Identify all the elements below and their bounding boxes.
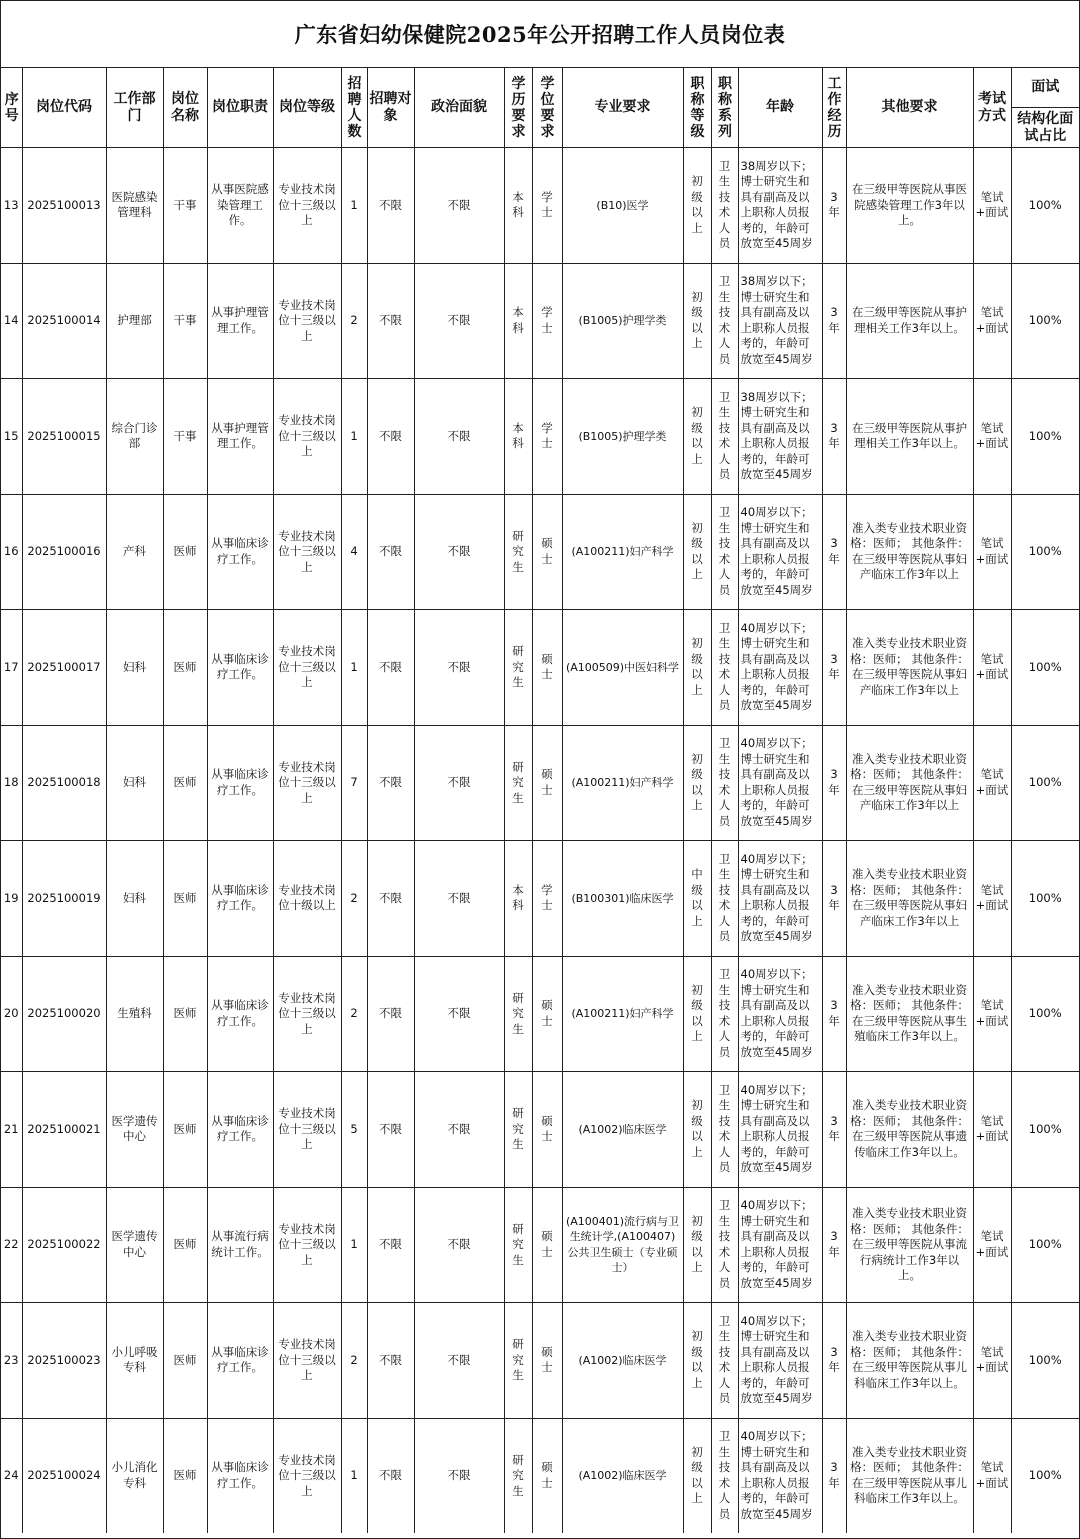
cell-dept: 产科 xyxy=(106,494,163,610)
cell-target: 不限 xyxy=(367,148,414,264)
cell-edu: 研究生 xyxy=(504,494,532,610)
cell-post: 干事 xyxy=(163,379,207,495)
cell-post: 医师 xyxy=(163,725,207,841)
cell-degree: 硕士 xyxy=(532,725,562,841)
cell-grade: 专业技术岗位十三级以上 xyxy=(273,610,341,726)
cell-grade: 专业技术岗位十三级以上 xyxy=(273,494,341,610)
cell-edu: 研究生 xyxy=(504,1418,532,1533)
cell-dept: 小儿呼吸专科 xyxy=(106,1303,163,1419)
col-header-interview: 面试 xyxy=(1011,68,1079,108)
cell-post: 医师 xyxy=(163,1303,207,1419)
page-title: 广东省妇幼保健院2025年公开招聘工作人员岗位表 xyxy=(1,1,1079,68)
cell-count: 2 xyxy=(341,956,367,1072)
cell-code: 2025100024 xyxy=(22,1418,106,1533)
cell-degree: 硕士 xyxy=(532,1072,562,1188)
cell-post: 医师 xyxy=(163,956,207,1072)
cell-ratio: 100% xyxy=(1011,379,1079,495)
cell-edu: 研究生 xyxy=(504,1072,532,1188)
cell-count: 1 xyxy=(341,1418,367,1533)
cell-code: 2025100021 xyxy=(22,1072,106,1188)
cell-dept: 护理部 xyxy=(106,263,163,379)
cell-exam: 笔试+面试 xyxy=(973,148,1011,264)
cell-title-level: 初级以上 xyxy=(683,148,711,264)
cell-exam: 笔试+面试 xyxy=(973,379,1011,495)
cell-other: 准入类专业技术职业资格：医师； 其他条件：在三级甲等医院从事生殖临床工作3年以上。 xyxy=(846,956,973,1072)
cell-political: 不限 xyxy=(414,379,504,495)
cell-exam: 笔试+面试 xyxy=(973,1072,1011,1188)
cell-other: 准入类专业技术职业资格：医师； 其他条件：在三级甲等医院从事儿科临床工作3年以上。 xyxy=(846,1303,973,1419)
cell-seq: 22 xyxy=(1,1187,22,1303)
cell-code: 2025100017 xyxy=(22,610,106,726)
cell-duty: 从事护理管理工作。 xyxy=(207,263,273,379)
cell-seq: 17 xyxy=(1,610,22,726)
col-header-count: 招聘人数 xyxy=(341,68,367,148)
cell-title-series: 卫生技术人员 xyxy=(711,610,738,726)
cell-age: 40周岁以下；博士研究生和具有副高及以上职称人员报考的，年龄可放宽至45周岁 xyxy=(738,1072,822,1188)
cell-title-level: 初级以上 xyxy=(683,610,711,726)
cell-major: (A100211)妇产科学 xyxy=(562,494,683,610)
cell-count: 1 xyxy=(341,610,367,726)
cell-count: 4 xyxy=(341,494,367,610)
cell-grade: 专业技术岗位十三级以上 xyxy=(273,956,341,1072)
cell-political: 不限 xyxy=(414,1418,504,1533)
cell-ratio: 100% xyxy=(1011,148,1079,264)
cell-seq: 23 xyxy=(1,1303,22,1419)
cell-exp: 3年 xyxy=(822,610,846,726)
cell-target: 不限 xyxy=(367,494,414,610)
cell-political: 不限 xyxy=(414,263,504,379)
cell-other: 准入类专业技术职业资格：医师； 其他条件：在三级甲等医院从事妇产临床工作3年以上 xyxy=(846,494,973,610)
cell-title-level: 初级以上 xyxy=(683,1072,711,1188)
cell-exp: 3年 xyxy=(822,494,846,610)
cell-code: 2025100013 xyxy=(22,148,106,264)
col-header-interview-ratio: 结构化面试占比 xyxy=(1011,108,1079,148)
cell-target: 不限 xyxy=(367,956,414,1072)
positions-table xyxy=(1,68,1079,1533)
cell-grade: 专业技术岗位十三级以上 xyxy=(273,379,341,495)
cell-exp: 3年 xyxy=(822,1303,846,1419)
cell-major: (B1005)护理学类 xyxy=(562,379,683,495)
cell-post: 医师 xyxy=(163,1072,207,1188)
cell-grade: 专业技术岗位十三级以上 xyxy=(273,1418,341,1533)
cell-title-series: 卫生技术人员 xyxy=(711,379,738,495)
cell-title-series: 卫生技术人员 xyxy=(711,1187,738,1303)
cell-post: 医师 xyxy=(163,1418,207,1533)
cell-edu: 本科 xyxy=(504,148,532,264)
cell-exp: 3年 xyxy=(822,379,846,495)
col-header-major: 专业要求 xyxy=(562,68,683,148)
cell-other: 准入类专业技术职业资格：医师； 其他条件：在三级甲等医院从事妇产临床工作3年以上 xyxy=(846,725,973,841)
cell-edu: 研究生 xyxy=(504,1187,532,1303)
cell-code: 2025100022 xyxy=(22,1187,106,1303)
cell-exam: 笔试+面试 xyxy=(973,263,1011,379)
cell-dept: 小儿消化专科 xyxy=(106,1418,163,1533)
cell-major: (A100401)流行病与卫生统计学,(A100407)公共卫生硕士（专业硕士） xyxy=(562,1187,683,1303)
cell-edu: 研究生 xyxy=(504,956,532,1072)
cell-count: 2 xyxy=(341,263,367,379)
col-header-degree: 学位要求 xyxy=(532,68,562,148)
cell-degree: 学士 xyxy=(532,379,562,495)
cell-count: 7 xyxy=(341,725,367,841)
cell-degree: 学士 xyxy=(532,148,562,264)
cell-major: (A1002)临床医学 xyxy=(562,1418,683,1533)
cell-code: 2025100023 xyxy=(22,1303,106,1419)
cell-degree: 硕士 xyxy=(532,1418,562,1533)
cell-grade: 专业技术岗位十三级以上 xyxy=(273,263,341,379)
cell-other: 在三级甲等医院从事护理相关工作3年以上。 xyxy=(846,263,973,379)
cell-duty: 从事临床诊疗工作。 xyxy=(207,841,273,957)
cell-title-series: 卫生技术人员 xyxy=(711,956,738,1072)
table-row xyxy=(1,841,1079,957)
cell-political: 不限 xyxy=(414,725,504,841)
table-row xyxy=(1,263,1079,379)
cell-seq: 15 xyxy=(1,379,22,495)
cell-title-level: 初级以上 xyxy=(683,1187,711,1303)
cell-age: 40周岁以下；博士研究生和具有副高及以上职称人员报考的，年龄可放宽至45周岁 xyxy=(738,1303,822,1419)
cell-title-level: 初级以上 xyxy=(683,494,711,610)
cell-target: 不限 xyxy=(367,1187,414,1303)
table-body xyxy=(1,148,1079,1534)
cell-degree: 硕士 xyxy=(532,956,562,1072)
cell-code: 2025100019 xyxy=(22,841,106,957)
cell-exam: 笔试+面试 xyxy=(973,956,1011,1072)
cell-dept: 生殖科 xyxy=(106,956,163,1072)
cell-seq: 14 xyxy=(1,263,22,379)
header-row xyxy=(1,68,1079,108)
cell-duty: 从事护理管理工作。 xyxy=(207,379,273,495)
cell-duty: 从事流行病统计工作。 xyxy=(207,1187,273,1303)
cell-title-series: 卫生技术人员 xyxy=(711,1072,738,1188)
cell-age: 38周岁以下；博士研究生和具有副高及以上职称人员报考的，年龄可放宽至45周岁 xyxy=(738,148,822,264)
cell-ratio: 100% xyxy=(1011,725,1079,841)
cell-major: (A1002)临床医学 xyxy=(562,1303,683,1419)
cell-political: 不限 xyxy=(414,148,504,264)
cell-grade: 专业技术岗位十三级以上 xyxy=(273,1303,341,1419)
cell-edu: 研究生 xyxy=(504,610,532,726)
cell-count: 1 xyxy=(341,1187,367,1303)
cell-age: 38周岁以下；博士研究生和具有副高及以上职称人员报考的，年龄可放宽至45周岁 xyxy=(738,263,822,379)
cell-seq: 20 xyxy=(1,956,22,1072)
cell-major: (A100211)妇产科学 xyxy=(562,725,683,841)
cell-count: 5 xyxy=(341,1072,367,1188)
cell-dept: 妇科 xyxy=(106,841,163,957)
table-row xyxy=(1,1072,1079,1188)
cell-count: 1 xyxy=(341,148,367,264)
cell-ratio: 100% xyxy=(1011,1303,1079,1419)
table-row xyxy=(1,610,1079,726)
cell-other: 准入类专业技术职业资格：医师； 其他条件：在三级甲等医院从事妇产临床工作3年以上 xyxy=(846,841,973,957)
cell-code: 2025100015 xyxy=(22,379,106,495)
cell-duty: 从事临床诊疗工作。 xyxy=(207,1418,273,1533)
cell-age: 40周岁以下；博士研究生和具有副高及以上职称人员报考的，年龄可放宽至45周岁 xyxy=(738,1187,822,1303)
cell-dept: 妇科 xyxy=(106,725,163,841)
cell-code: 2025100018 xyxy=(22,725,106,841)
cell-ratio: 100% xyxy=(1011,956,1079,1072)
cell-count: 2 xyxy=(341,1303,367,1419)
cell-exp: 3年 xyxy=(822,841,846,957)
cell-target: 不限 xyxy=(367,610,414,726)
cell-other: 准入类专业技术职业资格：医师； 其他条件：在三级甲等医院从事妇产临床工作3年以上 xyxy=(846,610,973,726)
cell-duty: 从事临床诊疗工作。 xyxy=(207,1072,273,1188)
cell-degree: 硕士 xyxy=(532,1303,562,1419)
cell-age: 40周岁以下；博士研究生和具有副高及以上职称人员报考的，年龄可放宽至45周岁 xyxy=(738,841,822,957)
cell-exam: 笔试+面试 xyxy=(973,725,1011,841)
col-header-duty: 岗位职责 xyxy=(207,68,273,148)
cell-exam: 笔试+面试 xyxy=(973,610,1011,726)
col-header-exp: 工作经历 xyxy=(822,68,846,148)
cell-other: 准入类专业技术职业资格：医师； 其他条件：在三级甲等医院从事遗传临床工作3年以上。 xyxy=(846,1072,973,1188)
cell-edu: 本科 xyxy=(504,379,532,495)
col-header-title-series: 职称系列 xyxy=(711,68,738,148)
col-header-target: 招聘对象 xyxy=(367,68,414,148)
cell-dept: 综合门诊部 xyxy=(106,379,163,495)
cell-code: 2025100016 xyxy=(22,494,106,610)
table-row xyxy=(1,379,1079,495)
cell-political: 不限 xyxy=(414,494,504,610)
cell-political: 不限 xyxy=(414,841,504,957)
cell-seq: 16 xyxy=(1,494,22,610)
cell-dept: 医院感染管理科 xyxy=(106,148,163,264)
cell-ratio: 100% xyxy=(1011,1187,1079,1303)
cell-target: 不限 xyxy=(367,263,414,379)
cell-target: 不限 xyxy=(367,1072,414,1188)
cell-exp: 3年 xyxy=(822,1072,846,1188)
cell-target: 不限 xyxy=(367,1303,414,1419)
cell-title-series: 卫生技术人员 xyxy=(711,1418,738,1533)
cell-other: 准入类专业技术职业资格：医师； 其他条件：在三级甲等医院从事儿科临床工作3年以上。 xyxy=(846,1418,973,1533)
cell-age: 40周岁以下；博士研究生和具有副高及以上职称人员报考的，年龄可放宽至45周岁 xyxy=(738,725,822,841)
cell-age: 40周岁以下；博士研究生和具有副高及以上职称人员报考的，年龄可放宽至45周岁 xyxy=(738,1418,822,1533)
cell-post: 医师 xyxy=(163,494,207,610)
cell-political: 不限 xyxy=(414,956,504,1072)
cell-seq: 24 xyxy=(1,1418,22,1533)
cell-duty: 从事临床诊疗工作。 xyxy=(207,956,273,1072)
cell-count: 1 xyxy=(341,379,367,495)
cell-exam: 笔试+面试 xyxy=(973,1303,1011,1419)
table-row xyxy=(1,725,1079,841)
cell-dept: 医学遗传中心 xyxy=(106,1187,163,1303)
cell-post: 医师 xyxy=(163,1187,207,1303)
cell-other: 在三级甲等医院从事护理相关工作3年以上。 xyxy=(846,379,973,495)
cell-political: 不限 xyxy=(414,1187,504,1303)
cell-exp: 3年 xyxy=(822,1187,846,1303)
col-header-post: 岗位名称 xyxy=(163,68,207,148)
cell-title-series: 卫生技术人员 xyxy=(711,1303,738,1419)
cell-title-series: 卫生技术人员 xyxy=(711,263,738,379)
cell-degree: 硕士 xyxy=(532,494,562,610)
cell-major: (B1005)护理学类 xyxy=(562,263,683,379)
cell-ratio: 100% xyxy=(1011,1418,1079,1533)
cell-grade: 专业技术岗位十三级以上 xyxy=(273,1072,341,1188)
cell-other: 在三级甲等医院从事医院感染管理工作3年以上。 xyxy=(846,148,973,264)
table-row xyxy=(1,956,1079,1072)
cell-political: 不限 xyxy=(414,1072,504,1188)
cell-exam: 笔试+面试 xyxy=(973,841,1011,957)
cell-target: 不限 xyxy=(367,841,414,957)
cell-post: 干事 xyxy=(163,148,207,264)
cell-post: 医师 xyxy=(163,610,207,726)
table-row xyxy=(1,1187,1079,1303)
cell-political: 不限 xyxy=(414,1303,504,1419)
cell-exp: 3年 xyxy=(822,148,846,264)
col-header-dept: 工作部门 xyxy=(106,68,163,148)
cell-exp: 3年 xyxy=(822,725,846,841)
cell-grade: 专业技术岗位十级以上 xyxy=(273,841,341,957)
col-header-political: 政治面貌 xyxy=(414,68,504,148)
cell-duty: 从事医院感染管理工作。 xyxy=(207,148,273,264)
cell-age: 40周岁以下；博士研究生和具有副高及以上职称人员报考的，年龄可放宽至45周岁 xyxy=(738,494,822,610)
cell-post: 医师 xyxy=(163,841,207,957)
cell-age: 40周岁以下；博士研究生和具有副高及以上职称人员报考的，年龄可放宽至45周岁 xyxy=(738,956,822,1072)
cell-major: (A100211)妇产科学 xyxy=(562,956,683,1072)
cell-title-series: 卫生技术人员 xyxy=(711,494,738,610)
cell-duty: 从事临床诊疗工作。 xyxy=(207,725,273,841)
cell-seq: 18 xyxy=(1,725,22,841)
cell-major: (B100301)临床医学 xyxy=(562,841,683,957)
cell-edu: 本科 xyxy=(504,263,532,379)
table-row xyxy=(1,148,1079,264)
cell-major: (A1002)临床医学 xyxy=(562,1072,683,1188)
cell-count: 2 xyxy=(341,841,367,957)
col-header-other: 其他要求 xyxy=(846,68,973,148)
cell-other: 准入类专业技术职业资格：医师； 其他条件：在三级甲等医院从事流行病统计工作3年以上。 xyxy=(846,1187,973,1303)
cell-degree: 学士 xyxy=(532,841,562,957)
cell-grade: 专业技术岗位十三级以上 xyxy=(273,148,341,264)
cell-major: (A100509)中医妇科学 xyxy=(562,610,683,726)
cell-title-level: 初级以上 xyxy=(683,1418,711,1533)
cell-code: 2025100014 xyxy=(22,263,106,379)
table-row xyxy=(1,1303,1079,1419)
cell-duty: 从事临床诊疗工作。 xyxy=(207,1303,273,1419)
cell-ratio: 100% xyxy=(1011,494,1079,610)
cell-code: 2025100020 xyxy=(22,956,106,1072)
cell-ratio: 100% xyxy=(1011,1072,1079,1188)
cell-political: 不限 xyxy=(414,610,504,726)
cell-title-series: 卫生技术人员 xyxy=(711,841,738,957)
cell-grade: 专业技术岗位十三级以上 xyxy=(273,1187,341,1303)
cell-exam: 笔试+面试 xyxy=(973,1418,1011,1533)
cell-seq: 21 xyxy=(1,1072,22,1188)
cell-seq: 19 xyxy=(1,841,22,957)
col-header-grade: 岗位等级 xyxy=(273,68,341,148)
cell-edu: 研究生 xyxy=(504,725,532,841)
cell-major: (B10)医学 xyxy=(562,148,683,264)
cell-degree: 硕士 xyxy=(532,1187,562,1303)
cell-title-level: 中级以上 xyxy=(683,841,711,957)
cell-degree: 学士 xyxy=(532,263,562,379)
cell-exp: 3年 xyxy=(822,1418,846,1533)
cell-target: 不限 xyxy=(367,1418,414,1533)
cell-seq: 13 xyxy=(1,148,22,264)
col-header-exam: 考试方式 xyxy=(973,68,1011,148)
cell-ratio: 100% xyxy=(1011,263,1079,379)
cell-degree: 硕士 xyxy=(532,610,562,726)
col-header-age: 年龄 xyxy=(738,68,822,148)
cell-grade: 专业技术岗位十三级以上 xyxy=(273,725,341,841)
cell-exp: 3年 xyxy=(822,956,846,1072)
cell-edu: 本科 xyxy=(504,841,532,957)
cell-title-level: 初级以上 xyxy=(683,725,711,841)
col-header-code: 岗位代码 xyxy=(22,68,106,148)
cell-ratio: 100% xyxy=(1011,841,1079,957)
col-header-title-level: 职称等级 xyxy=(683,68,711,148)
cell-target: 不限 xyxy=(367,725,414,841)
cell-title-level: 初级以上 xyxy=(683,1303,711,1419)
cell-title-series: 卫生技术人员 xyxy=(711,725,738,841)
cell-title-level: 初级以上 xyxy=(683,263,711,379)
cell-target: 不限 xyxy=(367,379,414,495)
col-header-edu: 学历要求 xyxy=(504,68,532,148)
cell-age: 38周岁以下；博士研究生和具有副高及以上职称人员报考的，年龄可放宽至45周岁 xyxy=(738,379,822,495)
cell-post: 干事 xyxy=(163,263,207,379)
cell-ratio: 100% xyxy=(1011,610,1079,726)
cell-exam: 笔试+面试 xyxy=(973,494,1011,610)
cell-exam: 笔试+面试 xyxy=(973,1187,1011,1303)
cell-title-series: 卫生技术人员 xyxy=(711,148,738,264)
col-header-seq: 序号 xyxy=(1,68,22,148)
cell-age: 40周岁以下；博士研究生和具有副高及以上职称人员报考的，年龄可放宽至45周岁 xyxy=(738,610,822,726)
cell-exp: 3年 xyxy=(822,263,846,379)
cell-title-level: 初级以上 xyxy=(683,956,711,1072)
cell-dept: 医学遗传中心 xyxy=(106,1072,163,1188)
cell-duty: 从事临床诊疗工作。 xyxy=(207,610,273,726)
table-row xyxy=(1,494,1079,610)
cell-edu: 研究生 xyxy=(504,1303,532,1419)
cell-duty: 从事临床诊疗工作。 xyxy=(207,494,273,610)
cell-dept: 妇科 xyxy=(106,610,163,726)
table-row xyxy=(1,1418,1079,1533)
cell-title-level: 初级以上 xyxy=(683,379,711,495)
